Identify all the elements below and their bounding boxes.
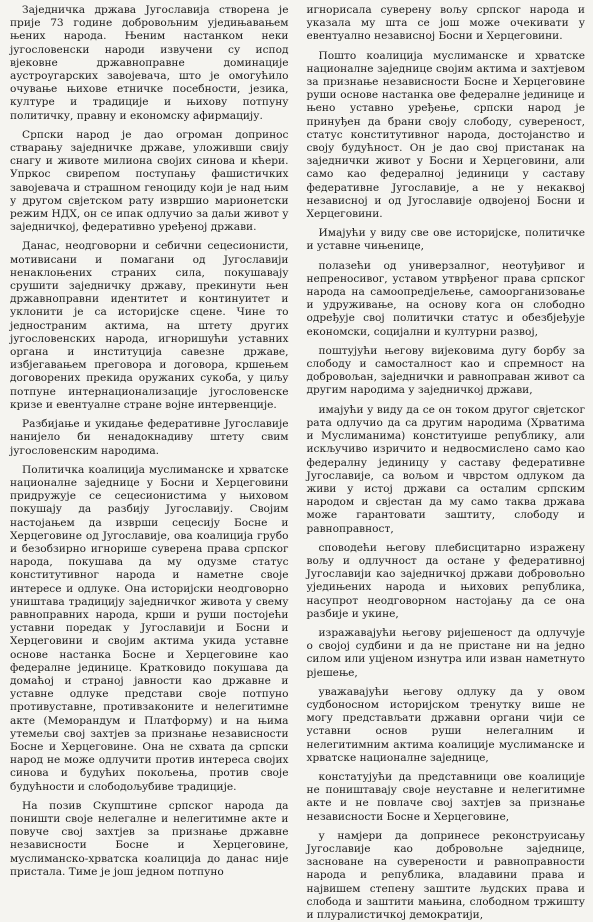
paragraph: Имајући у виду све ове историјске, политичке и уставне чињенице, (306, 227, 585, 253)
paragraph: у намјери да допринесе реконструисању Југославије као добровољне заједнице, заснoване на суверености и равноправности народа и република, владавини права и највишем степену заштите људских права и слобода и заштити мањина, слободном тржишту и плуралистичкој демократији, (306, 829, 585, 921)
left-column (10, 4, 289, 878)
paragraph: полазећи од универзалног, неотуђивог и непреносивог, уставом утврђеног права српског народа на самоопредјељење, самоорганизовање и удруживање, на основу кога он слободно одређује свој политички статус и обезбјеђује економски, социјални и културни развој, (306, 259, 585, 338)
paragraph: констатујући да представници ове коалиције не поништавају своје неуставне и нелегитимне акте и не повлаче свој захтјев за признање независности Босне и Херцеговине, (306, 770, 585, 823)
right-column (306, 4, 586, 921)
paragraph: поштујући његову вијековима дугу борбу за слободу и самосталност као и спремност на добровољан, заједнички и равноправан живот са другим народима у заједничкој држави, (306, 344, 585, 397)
paragraph: Политичка коалиција муслиманске и хрватске националне заједнице у Босни и Херцеговини придружује се сецесионистима у њиховом покушају да разбију Југославију. Својим настојањем да изврши сецесију Босне и Херцеговине од Југославије, ова коалиција грубо и безобзирно игнорише суверена права српског народа, покушава да му одузме статус конститутивног народа и наметне своје интересе и одлуке. Она историјски неодговорно уништава традицију заједничког живота у свему равноправних народа, крши и руши постојећи уставни поредак у Југославији и Босни и Херцеговини и својим актима укида уставне основе настанка Босне и Херцеговине као федералне јединице. Кратковидо покушава да домаћој и страној јавности као државне и уставне одлуке представи своје потпуно противуставне, противзаконите и нелегитимне акте (Меморандум и Платформу) и на њима утемељи свој захтјев за признање независности Босне и Херцеговине. Она не схвата да српски народ не може одлучити против интереса својих синова и будућих покољења, против своје будућности и слободољубиве традиције. (10, 463, 289, 793)
paragraph: уважавајући његову одлуку да у овом судбоносном историјском тренутку више не могу представљати државни органи чији се уставни основ руши нелегалним и нелегитимним актима коалиције муслиманске и хрватске националне заједнице, (306, 685, 585, 764)
paragraph: Пошто коалиција муслиманске и хрватске националне заједнице својим актима и захтјевом за признање независности Босне и Херцеговине руши основе настанка ове федералне јединице и њено уставно уређење, српски народ је принуђен да брани своју слободу, сувереност, статус конститутивног народа, достојанство и своју будућност. Он је дао свој пристанак на заједнички живот у Босни и Херцеговини, али само као федералној јединици у саставу федеративне Југославије, а не у некаквој независној и од Југославије одвојеној Босни и Херцеговини. (306, 49, 585, 221)
paragraph: Српски народ је дао огроман допринос стварању заједничке државе, уложивши свију снагу и животе милиона својих синова и кћери. Упркос свирепом поступању фашистичких завојевача и страшном геноциду који је над њим у другом свјетском рату извршио марионетски режим НДХ, он се ипак одлучио за даљи живот у заједничкој, федеративно уређеној држави. (10, 128, 289, 234)
paragraph: Разбијање и укидање федеративне Југославије нанијело би ненадокнадиву штету свим југословенским народима. (10, 418, 289, 457)
paragraph-continued: игнорисала суверену вољу српског народа и указала му шта се још може очекивати у евентуално независној Босни и Херцеговини. (306, 4, 585, 43)
paragraph: Заједничка држава Југославија створена је прије 73 године добровољним уједињавањем њених народа. Њеним настанком неки југословенски народи извучени су испод вјековне државноправне доминације аустроугарских завојевача, што је омогућило очување њихове етничке посебности, језика, културе и традиције и њихову потпуну политичку, правну и економску афирмацију. (10, 4, 289, 122)
paragraph: На позив Скупштине српског народа да поништи своје нелегалне и нелегитимне акте и повуче свој захтјев за признање државне независности Босне и Херцеговине, муслиманско-хрватска коалиција до данас није пристала. Тиме је још једном потпуно (10, 799, 289, 878)
paragraph: имајући у виду да се он током другог свјетског рата одлучио да са другим народима (Хрватима и Муслиманима) конституише републику, али искључиво изричито и недвосмислено само као федералну јединицу у саставу федеративне Југославије, са вољом и чврстом одлуком да живи у истој држави са осталим српским народом и свјестан да му само таква држава може гарантовати заштиту, слободу и равноправност, (306, 403, 585, 535)
paragraph: изражавајући његову ријешеност да одлучује о својој судбини и да не пристане ни на једно силом или уцјеном изнутра или изван наметнуто рјешење, (306, 626, 585, 679)
paragraph: Данас, неодговорни и себични сецесионисти, мотивисани и помагани од Југославији ненаклоњених страних сила, покушавају срушити заједничку државу, прекинути њен државноправни идентитет и континуитет и уклонити је са историјске сцене. Чине то једностраним актима, на штету других југословенских народа, игноришући уставних органа и институција савезне државе, избјегавањем преговора и договора, кршењем договорених прекида оружаних сукоба, у циљу потпуне интернационализације југословенске кризе и евентуалне стране војне интервенције. (10, 240, 289, 411)
paragraph: споводећи његову плебисцитарно изражену вољу и одлучност да остане у федеративној Југославији као заједничкој држави добровољно уједињених народа и њихових република, насупрот неодговорном настојању да се она разбије и укине, (306, 541, 585, 620)
